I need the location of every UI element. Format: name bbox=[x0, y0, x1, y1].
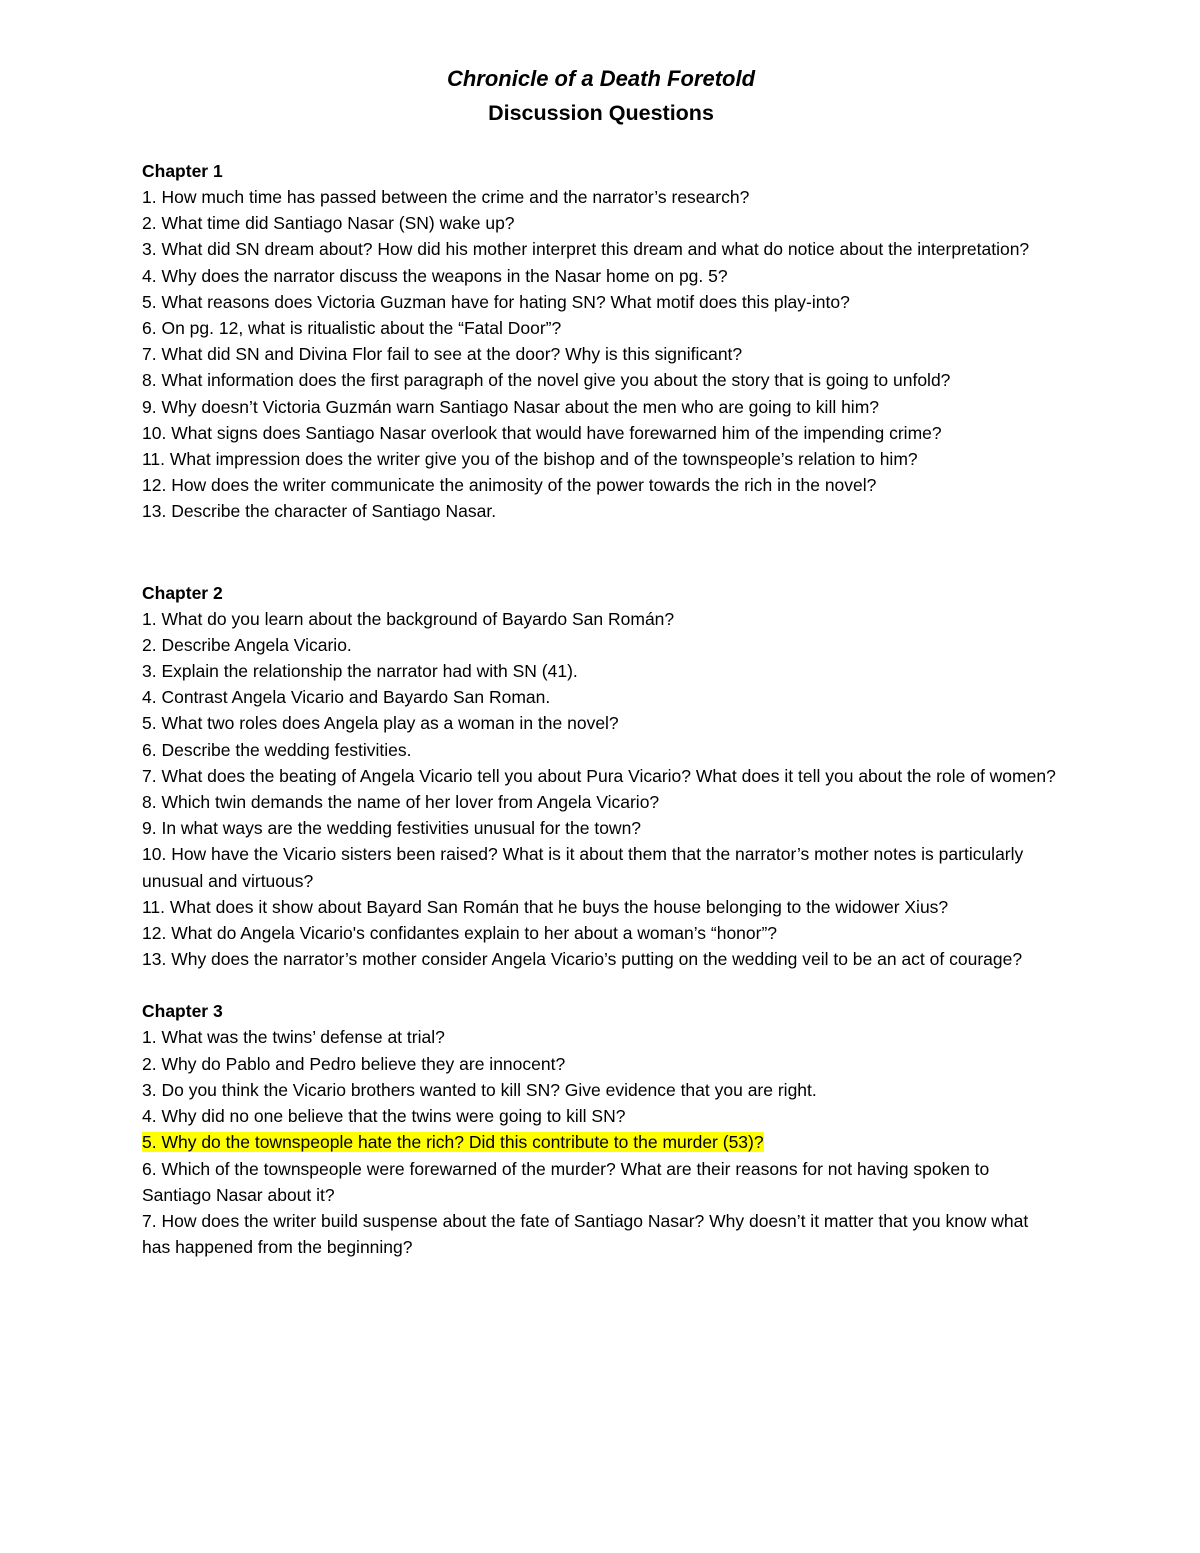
question-item: 2. What time did Santiago Nasar (SN) wake up? bbox=[142, 213, 515, 234]
question-item: 8. What information does the first paragraph of the novel give you about the story that is going to unfold? bbox=[142, 370, 951, 391]
question-item: 6. Describe the wedding festivities. bbox=[142, 739, 412, 760]
question-item: 5. What reasons does Victoria Guzman have for hating SN? What motif does this play-into? bbox=[142, 291, 850, 312]
question-item: 5. What two roles does Angela play as a woman in the novel? bbox=[142, 713, 619, 734]
question-item: 10. How have the Vicario sisters been raised? What is it about them that the narrator’s mother notes is particularly unusual and virtuous? bbox=[142, 844, 1024, 891]
document-subtitle: Discussion Questions bbox=[488, 101, 714, 125]
question-item: 1. What do you learn about the background of Bayardo San Román? bbox=[142, 608, 675, 629]
question-item: 13. Why does the narrator’s mother consider Angela Vicario’s putting on the wedding veil to be an act of courage? bbox=[142, 949, 1023, 970]
chapter-2-section bbox=[142, 580, 1060, 973]
question-item: 1. What was the twins’ defense at trial? bbox=[142, 1027, 445, 1048]
chapter-3-section bbox=[142, 998, 1060, 1260]
question-item: 3. Explain the relationship the narrator had with SN (41). bbox=[142, 661, 578, 682]
question-item: 8. Which twin demands the name of her lover from Angela Vicario? bbox=[142, 792, 660, 813]
question-item: 13. Describe the character of Santiago Nasar. bbox=[142, 501, 497, 522]
question-item: 7. How does the writer build suspense about the fate of Santiago Nasar? Why doesn’t it matter that you know what has happened from the beginning? bbox=[142, 1210, 1029, 1258]
question-item: 12. What do Angela Vicario's confidantes explain to her about a woman’s “honor”? bbox=[142, 923, 778, 944]
chapter-2-questions bbox=[142, 606, 1060, 973]
question-item: 11. What impression does the writer give you of the bishop and of the townspeople’s relation to him? bbox=[142, 449, 918, 470]
question-item: 9. In what ways are the wedding festivities unusual for the town? bbox=[142, 818, 642, 839]
question-item: 12. How does the writer communicate the animosity of the power towards the rich in the novel? bbox=[142, 475, 877, 496]
question-item: 4. Why did no one believe that the twins were going to kill SN? bbox=[142, 1106, 626, 1127]
highlighted-question-text: 5. Why do the townspeople hate the rich? Did this contribute to the murder (53)? bbox=[142, 1132, 764, 1153]
chapter-3-questions bbox=[142, 1024, 1060, 1260]
chapter-1-questions bbox=[142, 184, 1060, 525]
question-item: 1. How much time has passed between the crime and the narrator’s research? bbox=[142, 187, 750, 207]
question-item: 2. Describe Angela Vicario. bbox=[142, 634, 352, 655]
chapter-1-section bbox=[142, 158, 1060, 525]
question-item: 7. What did SN and Divina Flor fail to see at the door? Why is this significant? bbox=[142, 344, 743, 365]
question-item: 10. What signs does Santiago Nasar overlook that would have forewarned him of the impending crime? bbox=[142, 422, 942, 443]
question-item: 4. Contrast Angela Vicario and Bayardo San Roman. bbox=[142, 687, 551, 708]
document-title: Chronicle of a Death Foretold bbox=[446, 66, 756, 91]
question-item: 6. On pg. 12, what is ritualistic about the “Fatal Door”? bbox=[142, 318, 562, 339]
question-item: 3. Do you think the Vicario brothers wanted to kill SN? Give evidence that you are right. bbox=[142, 1079, 817, 1100]
question-item: 2. Why do Pablo and Pedro believe they are innocent? bbox=[142, 1053, 566, 1074]
chapter-3-heading: Chapter 3 bbox=[142, 1001, 223, 1022]
question-item: 7. What does the beating of Angela Vicario tell you about Pura Vicario? What does it tell you about the role of women? bbox=[142, 765, 1056, 786]
chapter-1-heading: Chapter 1 bbox=[142, 161, 223, 181]
question-item: 11. What does it show about Bayard San Román that he buys the house belonging to the widower Xius? bbox=[142, 896, 949, 917]
question-item: 4. Why does the narrator discuss the weapons in the Nasar home on pg. 5? bbox=[142, 265, 728, 286]
highlighted-question-item bbox=[142, 1129, 1060, 1155]
question-item: 6. Which of the townspeople were forewarned of the murder? What are their reasons for not having spoken to Santiago Nasar about it? bbox=[142, 1158, 990, 1205]
chapter-2-heading: Chapter 2 bbox=[142, 582, 223, 603]
question-item: 9. Why doesn’t Victoria Guzmán warn Santiago Nasar about the men who are going to kill him? bbox=[142, 396, 880, 417]
question-item: 3. What did SN dream about? How did his mother interpret this dream and what do notice about the interpretation? bbox=[142, 239, 1030, 260]
